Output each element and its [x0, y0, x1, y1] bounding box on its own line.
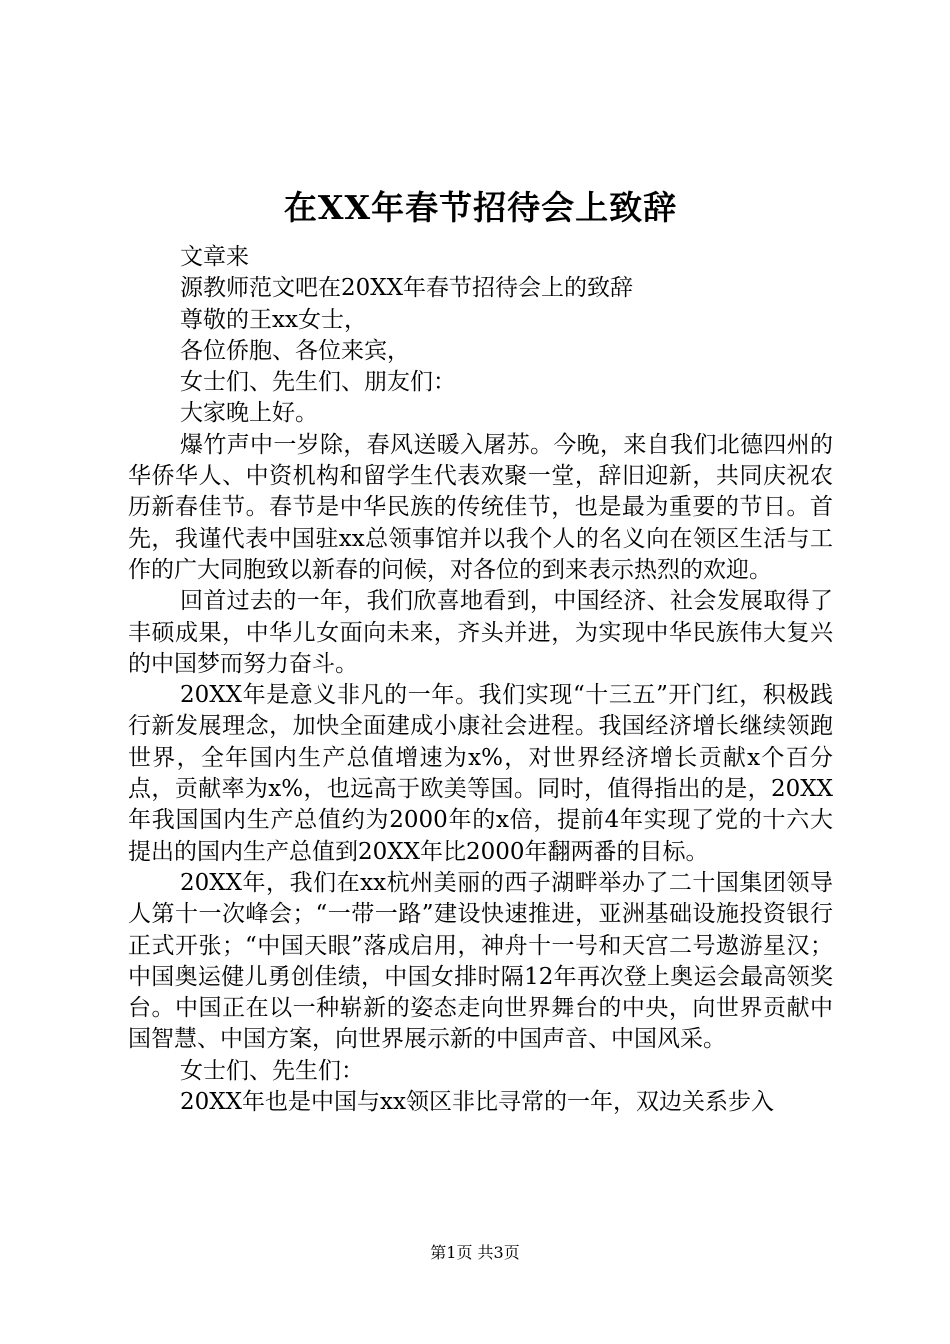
paragraph: 爆竹声中一岁除，春风送暖入屠苏。今晚，来自我们北德四州的华侨华人、中资机构和留学生代表欢聚一堂，辞旧迎新，共同庆祝农历新春佳节。春节是中华民族的传统佳节，也是最为重要的节日。首先，我谨代表中国驻xx总领事馆并以我个人的名义向在领区生活与工作的广大同胞致以新春的问候，对各位的到来表示热烈的欢迎。 [128, 431, 833, 583]
document-title: 在XX年春节招待会上致辞 [283, 188, 678, 227]
salutation-line: 尊敬的王xx女士， [180, 306, 367, 333]
greeting-line: 大家晚上好。 [180, 400, 318, 427]
salutation-line: 女士们、先生们、朋友们： [180, 369, 456, 396]
paragraph: 20XX年是意义非凡的一年。我们实现“十三五”开门红，积极践行新发展理念，加快全面建成小康社会进程。我国经济增长继续领跑世界，全年国内生产总值增速为x%，对世界经济增长贡献x个百分点，贡献率为x%，也远高于欧美等国。同时，值得指出的是，20XX年我国国内生产总值约为2000年的x倍，提前4年实现了党的十六大提出的国内生产总值到20XX年比2000年翻两番的目标。 [128, 682, 833, 865]
document-page [128, 182, 833, 1118]
salutation-line: 各位侨胞、各位来宾， [180, 337, 410, 364]
document-body [128, 242, 833, 1118]
closing-salutation: 女士们、先生们： [180, 1057, 364, 1084]
page-footer: 第1页 共3页 [430, 1243, 520, 1262]
body-line: 文章来 [180, 244, 249, 270]
paragraph: 回首过去的一年，我们欣喜地看到，中国经济、社会发展取得了丰硕成果，中华儿女面向未来，齐头并进，为实现中华民族伟大复兴的中国梦而努力奋斗。 [128, 588, 833, 677]
paragraph: 20XX年也是中国与xx领区非比寻常的一年，双边关系步入 [180, 1089, 774, 1116]
paragraph: 20XX年，我们在xx杭州美丽的西子湖畔举办了二十国集团领导人第十一次峰会；“一带一路”建设快速推进，亚洲基础设施投资银行正式开张；“中国天眼”落成启用，神舟十一号和天宫二号遨游星汉；中国奥运健儿勇创佳绩，中国女排时隔12年再次登上奥运会最高领奖台。中国正在以一种崭新的姿态走向世界舞台的中央，向世界贡献中国智慧、中国方案，向世界展示新的中国声音、中国风采。 [128, 869, 833, 1053]
body-line: 源教师范文吧在20XX年春节招待会上的致辞 [180, 275, 634, 302]
